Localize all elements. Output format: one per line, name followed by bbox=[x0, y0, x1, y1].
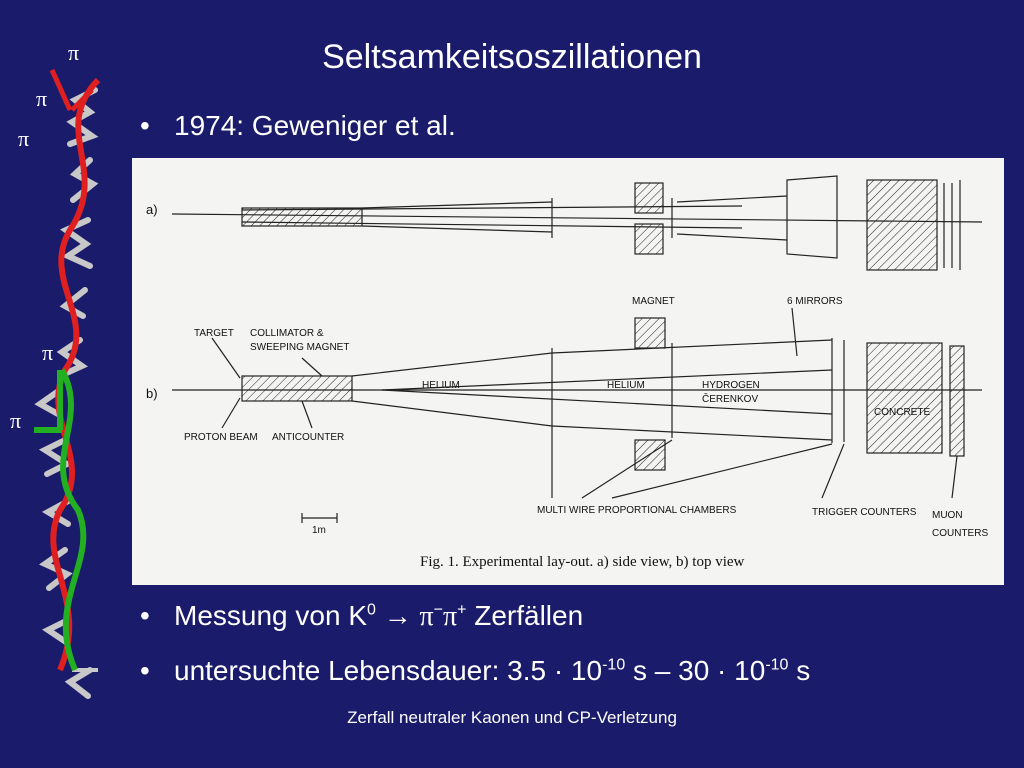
label-collimator: COLLIMATOR & bbox=[250, 328, 324, 339]
pi-symbol: π bbox=[18, 126, 30, 151]
pi-symbol: π bbox=[42, 340, 54, 365]
pi-symbol: π bbox=[36, 86, 48, 111]
superscript: − bbox=[433, 601, 443, 619]
label-b: b) bbox=[146, 386, 158, 401]
bullet-item bbox=[140, 110, 456, 142]
label-scale: 1m bbox=[312, 525, 326, 536]
superscript: -10 bbox=[765, 656, 789, 674]
side-decoration bbox=[0, 30, 115, 730]
bullet-text: untersuchte Lebensdauer: 3.5 · 10 bbox=[174, 655, 603, 686]
experiment-diagram bbox=[132, 158, 1004, 585]
bullet-dot: • bbox=[140, 600, 150, 631]
label-helium-2: HELIUM bbox=[607, 380, 645, 391]
label-muon-counters: COUNTERS bbox=[932, 528, 989, 539]
bullet-text: Zerfällen bbox=[466, 600, 584, 631]
figure-caption: Fig. 1. Experimental lay-out. a) side view, b) top view bbox=[420, 554, 745, 570]
bullet-text: s bbox=[788, 655, 811, 686]
label-trigger-counters: TRIGGER COUNTERS bbox=[812, 507, 917, 518]
label-target: TARGET bbox=[194, 328, 234, 339]
superscript: -10 bbox=[602, 656, 626, 674]
bullet-dot: • bbox=[140, 110, 150, 141]
superscript: + bbox=[457, 601, 467, 619]
bullet-dot: • bbox=[140, 655, 150, 686]
experiment-figure bbox=[132, 158, 1004, 585]
bullet-text: Messung von K bbox=[174, 600, 367, 631]
pion-symbol: π bbox=[419, 601, 434, 632]
label-muon: MUON bbox=[932, 510, 963, 521]
label-helium-1: HELIUM bbox=[422, 380, 460, 391]
slide-title: Seltsamkeitsoszillationen bbox=[322, 38, 702, 76]
bullet-item bbox=[140, 655, 810, 687]
label-a: a) bbox=[146, 202, 158, 217]
superscript: 0 bbox=[367, 601, 376, 619]
bullet-text: s – 30 · 10 bbox=[625, 655, 766, 686]
pi-symbol: π bbox=[68, 40, 80, 65]
label-proton-beam: PROTON BEAM bbox=[184, 432, 258, 443]
label-mirrors: 6 MIRRORS bbox=[787, 296, 843, 307]
bullet-item bbox=[140, 600, 583, 633]
label-mwpc: MULTI WIRE PROPORTIONAL CHAMBERS bbox=[537, 505, 737, 516]
slide-footer: Zerfall neutraler Kaonen und CP-Verletzung bbox=[347, 708, 677, 727]
arrow-symbol: → bbox=[383, 600, 412, 631]
label-magnet: MAGNET bbox=[632, 296, 675, 307]
label-cerenkov: ČERENKOV bbox=[702, 394, 759, 405]
bullet-text: 1974: Geweniger et al. bbox=[174, 110, 456, 141]
pion-symbol: π bbox=[442, 601, 458, 632]
label-concrete: CONCRETE bbox=[874, 407, 931, 418]
label-hydrogen: HYDROGEN bbox=[702, 380, 760, 391]
label-sweeping-magnet: SWEEPING MAGNET bbox=[250, 342, 350, 353]
pi-symbol: π bbox=[10, 408, 22, 433]
label-anticounter: ANTICOUNTER bbox=[272, 432, 345, 443]
